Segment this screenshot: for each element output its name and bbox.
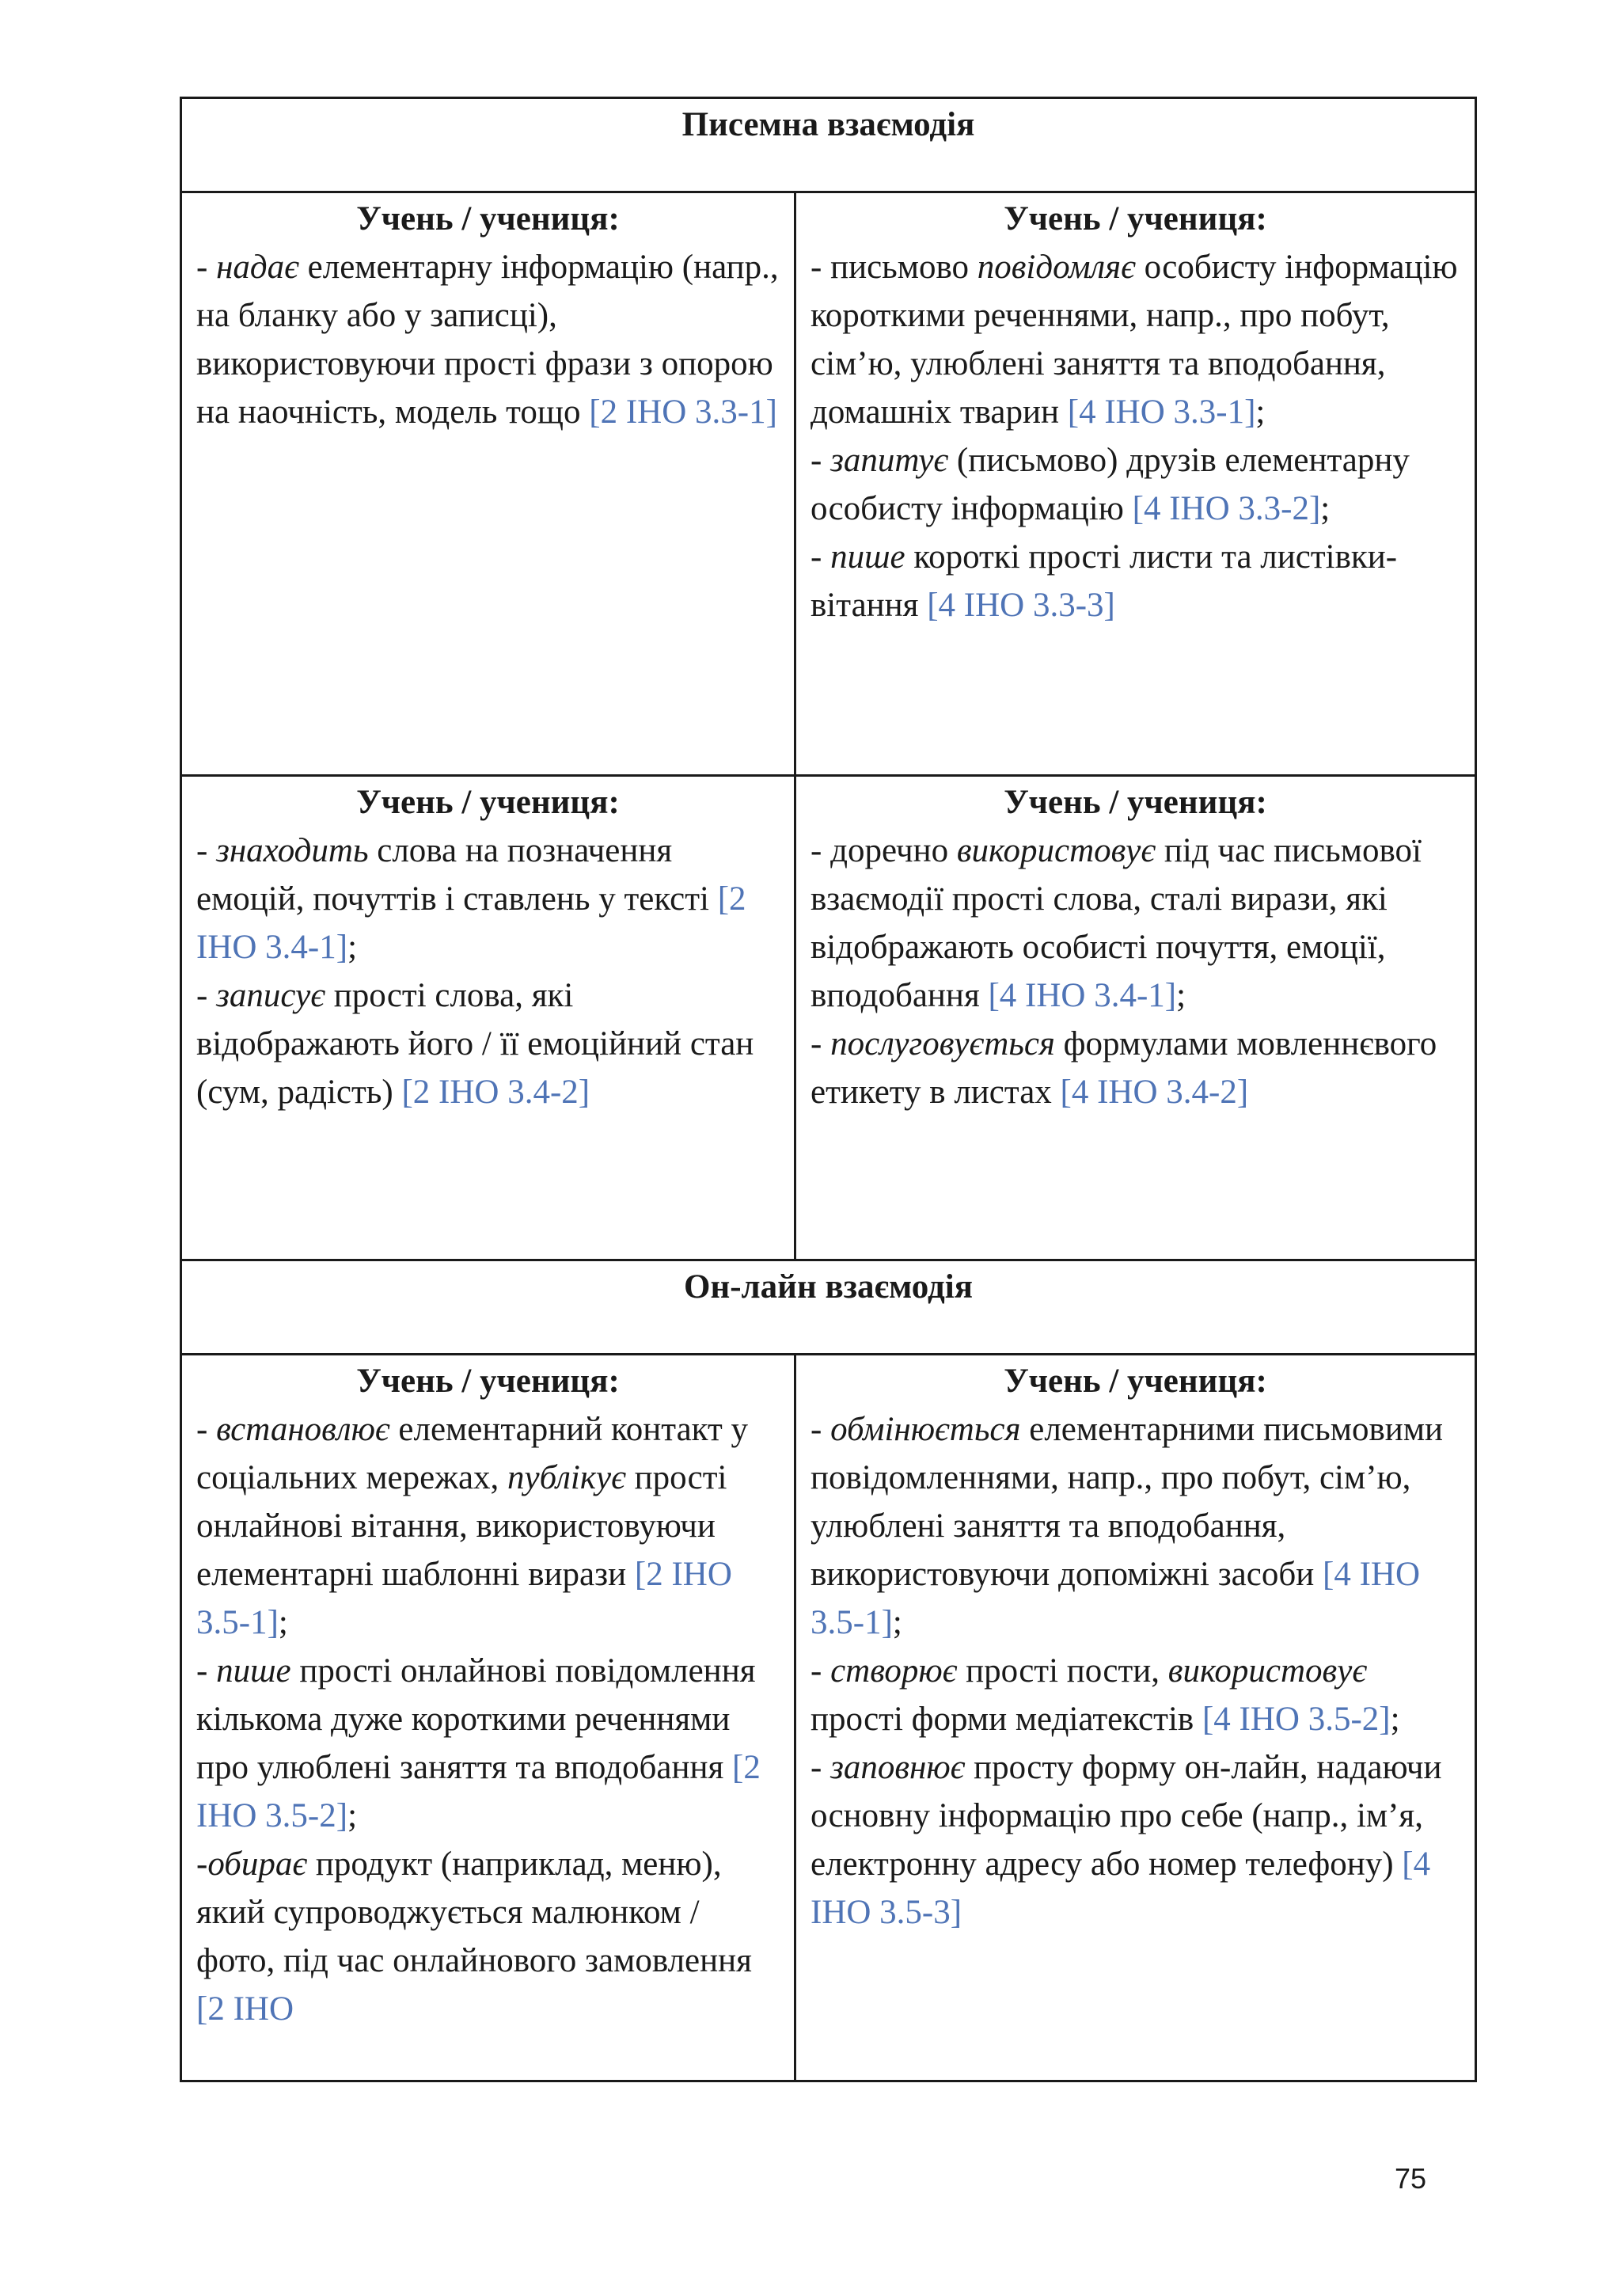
action-verb: обирає [207, 1846, 308, 1883]
action-verb: запитує [830, 442, 949, 479]
reference-code: [2 ІНО 3.5-1] [196, 1556, 732, 1641]
list-item: - обмінюється елементарними письмовими повідомленнями, напр., про побут, сім’ю, улюблені заняття та вподобання, використовуючи допоміжні засоби [4 ІНО 3.5-1]; [810, 1411, 1444, 1641]
list-item: - встановлює елементарний контакт у соціальних мережах, публікує прості онлайнові вітання, використовуючи елементарні шаблонні вирази [2 ІНО 3.5-1]; [196, 1411, 749, 1641]
table-cell [795, 192, 1476, 776]
table-row [181, 1355, 1476, 2081]
reference-code: [2 ІНО 3.4-1] [196, 880, 746, 966]
list-item: - пише прості онлайнові повідомлення кількома дуже короткими реченнями про улюблені заняття та вподобання [2 ІНО 3.5-2]; [196, 1652, 761, 1834]
list-item: - знаходить слова на позначення емоцій, почуттів і ставлень у тексті [2 ІНО 3.4-1]; [196, 832, 746, 966]
reference-code: [4 ІНО 3.4-1] [988, 977, 1177, 1014]
reference-code: [4 ІНО 3.5-3] [810, 1846, 1431, 1931]
cell-heading: Учень / учениця: [356, 1363, 620, 1400]
table-cell [181, 1355, 795, 2081]
table-row [181, 776, 1476, 1260]
reference-code: [4 ІНО 3.3-2] [1132, 490, 1321, 527]
section-header-row [181, 1260, 1476, 1355]
table-cell [181, 192, 795, 776]
reference-code: [4 ІНО 3.3-1] [1067, 393, 1256, 431]
table-cell [795, 776, 1476, 1260]
page-number: 75 [1395, 2162, 1427, 2195]
action-verb: записує [216, 977, 325, 1014]
cell-heading: Учень / учениця: [1004, 1363, 1267, 1400]
reference-code: [2 ІНО [196, 1990, 294, 2028]
reference-code: [2 ІНО 3.5-2] [196, 1749, 761, 1834]
reference-code: [4 ІНО 3.4-2] [1060, 1074, 1249, 1111]
section-title: Он-лайн взаємодія [684, 1268, 973, 1306]
content-table [180, 97, 1477, 2082]
list-item: - письмово повідомляє особисту інформацію короткими реченнями, напр., про побут, сім’ю, улюблені заняття та вподобання, домашніх тварин [4 ІНО 3.3-1]; [810, 249, 1458, 431]
cell-heading: Учень / учениця: [1004, 200, 1267, 238]
list-item: - створює прості пости, використовує прості форми медіатекстів [4 ІНО 3.5-2]; [810, 1652, 1400, 1738]
action-verb: використовує [1167, 1652, 1368, 1690]
cell-heading: Учень / учениця: [356, 784, 620, 821]
list-item: - запитує (письмово) друзів елементарну особисту інформацію [4 ІНО 3.3-2]; [810, 442, 1410, 527]
section-title: Писемна взаємодія [681, 106, 975, 143]
cell-heading: Учень / учениця: [1004, 784, 1267, 821]
action-verb: використовує [956, 832, 1156, 869]
table-cell [181, 776, 795, 1260]
list-item: - записує прості слова, які відображають його / її емоційний стан (сум, радість) [2 ІНО 3.4-2] [196, 977, 754, 1111]
section-header-cell [181, 1260, 1476, 1355]
action-verb: надає [216, 249, 299, 286]
action-verb: обмінюється [830, 1411, 1021, 1448]
action-verb: пише [216, 1652, 291, 1690]
action-verb: встановлює [216, 1411, 390, 1448]
action-verb: послуговується [830, 1025, 1055, 1062]
reference-code: [4 ІНО 3.3-3] [927, 587, 1115, 624]
list-item: - пише короткі прості листи та листівки-вітання [4 ІНО 3.3-3] [810, 538, 1398, 624]
action-verb: пише [830, 538, 905, 576]
section-header-row [181, 98, 1476, 192]
reference-code: [2 ІНО 3.4-2] [401, 1074, 590, 1111]
action-verb: заповнює [830, 1749, 966, 1786]
list-item: -обирає продукт (наприклад, меню), який супроводжується малюнком / фото, під час онлайнового замовлення [2 ІНО [196, 1846, 752, 2028]
action-verb: створює [830, 1652, 958, 1690]
action-verb: повідомляє [977, 249, 1136, 286]
reference-code: [4 ІНО 3.5-1] [810, 1556, 1420, 1641]
cell-heading: Учень / учениця: [356, 200, 620, 238]
table-row [181, 192, 1476, 776]
action-verb: публікує [507, 1459, 626, 1496]
list-item: - надає елементарну інформацію (напр., на бланку або у записці), використовуючи прості фрази з опорою на наочність, модель тощо [2 ІНО 3.3-1] [196, 249, 779, 431]
reference-code: [4 ІНО 3.5-2] [1202, 1701, 1391, 1738]
list-item: - заповнює просту форму он-лайн, надаючи основну інформацію про себе (напр., ім’я, електронну адресу або номер телефону) [4 ІНО 3.5-3] [810, 1749, 1442, 1931]
section-header-cell [181, 98, 1476, 192]
table-cell [795, 1355, 1476, 2081]
reference-code: [2 ІНО 3.3-1] [589, 393, 777, 431]
list-item: - доречно використовує під час письмової взаємодії прості слова, сталі вирази, які відображають особисті почуття, емоції, вподобання [4 ІНО 3.4-1]; [810, 832, 1422, 1014]
action-verb: знаходить [216, 832, 369, 869]
list-item: - послуговується формулами мовленнєвого етикету в листах [4 ІНО 3.4-2] [810, 1025, 1437, 1111]
